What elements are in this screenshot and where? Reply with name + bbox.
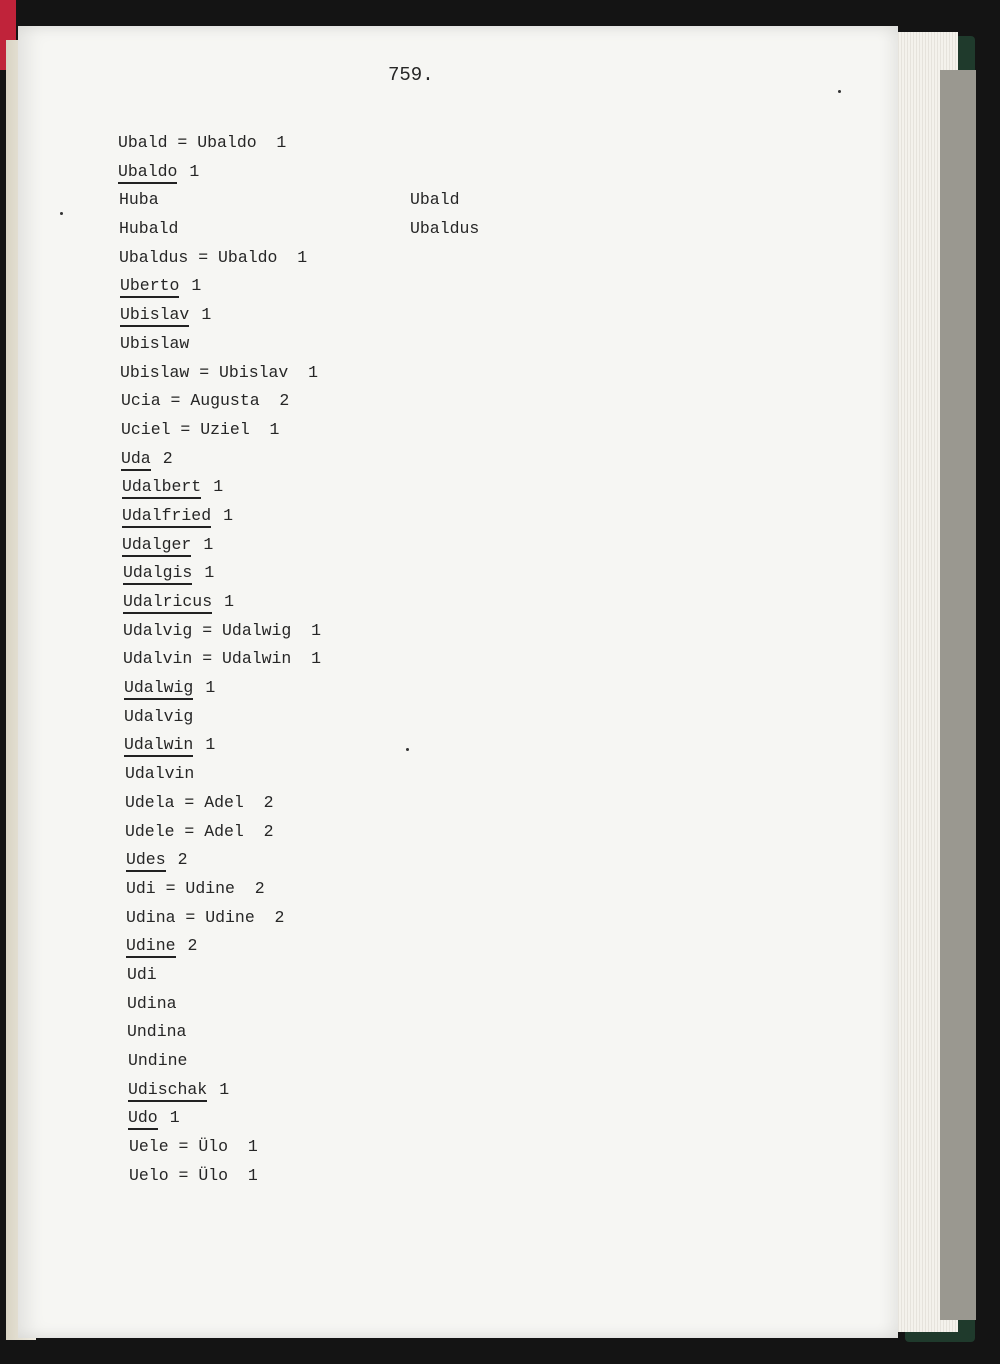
entry-detail: 1: [219, 1079, 230, 1099]
entry-detail: 2: [187, 936, 198, 956]
entry-row: [118, 818, 321, 847]
entry-detail: = Udine 2: [175, 907, 285, 927]
entry-headword-underlined: Udo: [128, 1107, 158, 1130]
entry-row: [118, 932, 321, 961]
entry-row: [118, 1133, 321, 1162]
entry-row: [118, 502, 321, 531]
entry-row: [118, 1162, 321, 1191]
entry-headword-underlined: Udes: [126, 849, 166, 872]
entry-detail: = Ülo 1: [168, 1137, 258, 1157]
entry-headword-underlined: Udalgis: [123, 562, 192, 585]
entry-headword-underlined: Udalwin: [124, 734, 193, 757]
entry-headword: Huba: [119, 190, 159, 210]
entry-headword: Hubald: [119, 219, 179, 239]
entry-headword-underlined: Ubaldo: [118, 161, 177, 184]
entry-row: [118, 158, 321, 187]
entry-headword: Ubaldus: [119, 247, 189, 267]
entry-detail: 2: [177, 850, 188, 870]
entry-row: [118, 846, 321, 875]
entry-headword: Ubislaw: [120, 362, 190, 382]
entry-row: [118, 904, 321, 933]
paper-speck: [838, 90, 841, 93]
entry-headword-underlined: Udine: [126, 935, 176, 958]
entry-row: [118, 1018, 321, 1047]
entry-row: [118, 961, 321, 990]
entry-detail: = Ubaldo 1: [167, 133, 287, 152]
entry-detail: 1: [224, 592, 235, 611]
entry-detail: 2: [162, 448, 173, 468]
entry-row: [118, 301, 321, 330]
entry-detail: = Augusta 2: [160, 391, 290, 411]
entry-headword: Udina: [127, 993, 177, 1013]
entry-detail: = Udine 2: [155, 878, 265, 898]
page-number: 759.: [388, 64, 434, 86]
entry-headword: Uelo: [129, 1165, 169, 1185]
entry-detail: = Udalwin 1: [192, 649, 322, 669]
entry-detail: = Ubislav 1: [189, 362, 319, 382]
entry-headword-underlined: Udalwig: [124, 677, 193, 700]
variant-item: Ubald: [410, 190, 460, 209]
entry-detail: = Ülo 1: [168, 1165, 258, 1185]
entry-row: [118, 875, 321, 904]
entry-headword: Udalvig: [124, 706, 194, 726]
cover-board: [940, 70, 976, 1320]
entry-detail: 1: [203, 534, 214, 554]
entry-row: [118, 215, 321, 244]
entry-detail: 1: [201, 305, 212, 325]
variant-item: Ubaldus: [410, 218, 480, 238]
entry-headword: Udi: [127, 964, 157, 984]
entry-row: [118, 244, 321, 273]
entry-row: [118, 416, 321, 445]
entry-row: [118, 731, 321, 760]
variant-column: [410, 186, 479, 243]
entry-row: [118, 359, 321, 388]
entry-row: [118, 186, 321, 215]
entry-headword-underlined: Udalbert: [122, 476, 201, 499]
entry-headword: Udalvin: [125, 764, 195, 784]
entry-row: [118, 1104, 321, 1133]
book-page: [18, 26, 898, 1338]
entry-row: [118, 272, 321, 301]
entry-detail: = Adel 2: [174, 821, 274, 841]
entry-row: [118, 588, 321, 617]
entry-headword: Ucia: [121, 391, 161, 411]
entry-headword: Udi: [126, 878, 156, 898]
entry-headword: Ubald: [118, 133, 168, 152]
entry-row: [118, 387, 321, 416]
entry-detail: 1: [223, 505, 234, 525]
entry-row: [118, 789, 321, 818]
entry-headword-underlined: Udalricus: [123, 591, 212, 614]
entry-detail: = Udalwig 1: [192, 620, 322, 640]
entry-row: [118, 473, 321, 502]
entry-headword: Udele: [125, 821, 175, 841]
entry-row: [118, 559, 321, 588]
entry-detail: 1: [169, 1108, 180, 1128]
entry-detail: 1: [191, 276, 202, 296]
entry-headword: Udela: [125, 792, 175, 812]
entry-row: [118, 674, 321, 703]
entry-row: [118, 990, 321, 1019]
entry-detail: 1: [205, 678, 216, 698]
entry-detail: = Adel 2: [174, 792, 274, 812]
entry-headword: Udalvin: [123, 649, 193, 669]
entry-list: [118, 129, 321, 1190]
entry-headword-underlined: Udischak: [128, 1079, 207, 1102]
entry-row: [118, 1076, 321, 1105]
entry-row: [118, 445, 321, 474]
entry-row: [118, 129, 321, 158]
entry-detail: 1: [205, 735, 216, 755]
entry-row: [118, 617, 321, 646]
entry-row: [118, 531, 321, 560]
entry-row: [118, 760, 321, 789]
entry-row: [118, 645, 321, 674]
entry-headword: Udalvig: [123, 620, 193, 640]
entry-headword-underlined: Uda: [121, 448, 151, 471]
entry-headword-underlined: Udalger: [122, 534, 191, 557]
entry-row: [118, 1047, 321, 1076]
entry-headword: Uele: [129, 1137, 169, 1157]
entry-headword: Ubislaw: [120, 333, 190, 353]
paper-speck: [60, 212, 63, 215]
entry-headword: Undine: [128, 1051, 188, 1070]
entry-detail: 1: [213, 477, 224, 497]
entry-detail: 1: [204, 563, 215, 583]
entry-headword-underlined: Ubislav: [120, 304, 189, 327]
entry-row: [118, 330, 321, 359]
entry-detail: = Uziel 1: [170, 419, 280, 439]
entry-detail: = Ubaldo 1: [188, 247, 308, 267]
entry-headword-underlined: Uberto: [120, 275, 179, 298]
entry-headword: Undina: [127, 1022, 187, 1042]
entry-headword-underlined: Udalfried: [122, 505, 211, 528]
entry-row: [118, 703, 321, 732]
paper-speck: [406, 748, 409, 751]
entry-headword: Udina: [126, 907, 176, 927]
entry-detail: 1: [189, 161, 200, 181]
entry-headword: Uciel: [121, 419, 171, 439]
